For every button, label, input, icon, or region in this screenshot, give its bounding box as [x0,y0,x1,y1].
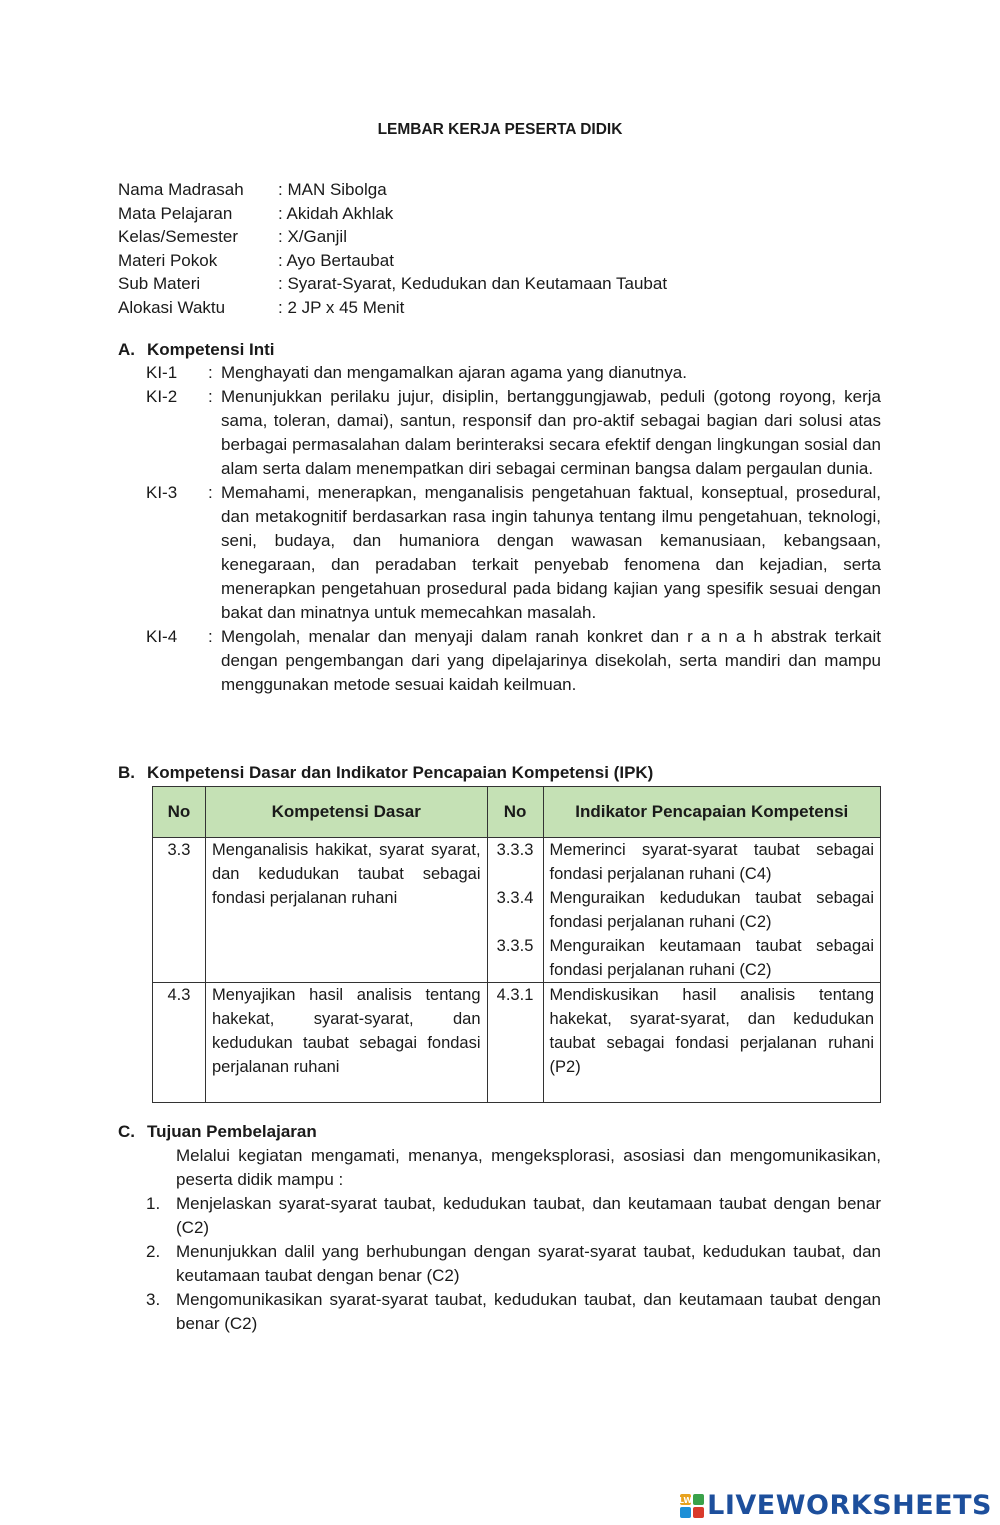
info-value: : Akidah Akhlak [278,203,394,223]
ki-code: KI-4 [146,627,178,646]
info-value: : Syarat-Syarat, Kedudukan dan Keutamaan Taubat [278,274,668,294]
kd-number: 4.3 [153,983,206,1103]
ki-code: KI-2 [146,387,178,406]
ki-text: Memahami, menerapkan, menganalisis pengetahuan faktual, konseptual, prosedural, dan metakognitif berdasarkan rasa ingin tahunya tentang ilmu pengetahuan, teknologi, seni, budaya, dan humaniora dengan wawasan kemanusiaan, kebangsaan, kenegaraan, dan peradaban terkait penyebab fenomena dan kejadian, serta menerapkan pengetahuan prosedural pada bidang kajian yang spesifik sesuai dengan bakat dan minatnya untuk memecahkan masalah. [221,483,881,622]
info-value: : MAN Sibolga [278,180,387,199]
list-item [146,1288,881,1336]
section-a-heading [118,338,275,362]
list-text: Menjelaskan syarat-syarat taubat, kedudukan taubat, dan keutamaan taubat dengan benar (C2) [176,1194,881,1237]
ki-colon: : [208,483,213,502]
ki-colon: : [208,627,213,646]
info-label: Materi Pokok [118,250,218,270]
info-value: : X/Ganjil [278,227,347,247]
info-row [118,178,667,202]
column-header: Indikator Pencapaian Kompetensi [543,787,880,838]
ipk-number: 3.3.3 [496,841,534,859]
list-item [146,1192,881,1240]
column-header: No [487,787,543,838]
ki-text: Menghayati dan mengamalkan ajaran agama yang dianutnya. [221,363,687,382]
ipk-description: Mendiskusikan hasil analisis tentang hakekat, syarat-syarat, dan kedudukan taubat sebagai fondasi perjalanan ruhani (P2) [543,983,880,1103]
liveworksheets-logo[interactable] [679,1490,992,1521]
section-title: Tujuan Pembelajaran [147,1122,317,1141]
ki-code: KI-1 [146,363,178,382]
ki-item [146,361,881,385]
section-c-heading [118,1120,317,1144]
ki-colon: : [208,387,213,406]
liveworksheets-logo-icon [679,1493,705,1519]
ipk-text-cell [543,838,880,983]
ki-text: Mengolah, menalar dan menyaji dalam ranah konkret dan r a n a h abstrak terkait dengan pengembangan dari yang dipelajarinya disekolah, serta mandiri dan mampu menggunakan metode sesuai kaidah keilmuan. [221,627,881,694]
ki-item [146,481,881,625]
list-item [146,1240,881,1288]
column-header: No [153,787,206,838]
kd-number: 3.3 [153,838,206,983]
document-title: LEMBAR KERJA PESERTA DIDIK [377,121,623,138]
kd-description: Menyajikan hasil analisis tentang hakekat, syarat-syarat, dan kedudukan taubat sebagai fondasi perjalanan ruhani [205,983,487,1103]
info-row [118,202,667,226]
info-label: Kelas/Semester [118,227,238,247]
ki-code: KI-3 [146,483,178,502]
info-label: Sub Materi [118,274,201,294]
list-number: 2. [146,1242,161,1261]
section-letter: B. [118,763,135,782]
ki-text: Menunjukkan perilaku jujur, disiplin, bertanggungjawab, peduli (gotong royong, kerja sama, toleran, damai), santun, responsif dan pro-aktif sebagai bagian dari solusi atas berbagai permasalahan dalam berinteraksi secara efektif dengan lingkungan sosial dan alam serta dalam menempatkan diri sebagai cerminan bangsa dalam pergaulan dunia. [221,387,881,478]
info-row [118,225,667,249]
column-header: Kompetensi Dasar [205,787,487,838]
kd-description: Menganalisis hakikat, syarat syarat, dan kedudukan taubat sebagai fondasi perjalanan ruhani [205,838,487,983]
list-number: 1. [146,1194,161,1213]
info-value: : Ayo Bertaubat [278,250,394,270]
section-letter: C. [118,1122,135,1141]
info-label: Mata Pelajaran [118,203,233,223]
kd-ipk-table [152,786,881,1103]
logo-mark-letter: LW [679,1496,693,1505]
kompetensi-inti-list [146,361,881,697]
section-title: Kompetensi Dasar dan Indikator Pencapaian Kompetensi (IPK) [147,763,654,782]
ipk-number: 4.3.1 [487,983,543,1103]
identity-block [118,178,667,320]
ki-item [146,385,881,481]
list-text: Menunjukkan dalil yang berhubungan dengan syarat-syarat taubat, kedudukan taubat, dan keutamaan taubat dengan benar (C2) [176,1242,881,1285]
tujuan-list [146,1192,881,1336]
ipk-number-cell [487,838,543,983]
ipk-description: Menguraikan kedudukan taubat sebagai fondasi perjalanan ruhani (C2) [549,889,874,931]
ki-colon: : [208,363,213,382]
info-row [118,272,667,296]
logo-text: LIVEWORKSHEETS [707,1490,992,1521]
section-title: Kompetensi Inti [147,340,275,359]
ipk-description: Menguraikan keutamaan taubat sebagai fondasi perjalanan ruhani (C2) [549,937,874,979]
list-text: Mengomunikasikan syarat-syarat taubat, kedudukan taubat, dan keutamaan taubat dengan benar (C2) [176,1290,881,1333]
info-label: Nama Madrasah [118,180,244,199]
tujuan-intro: Melalui kegiatan mengamati, menanya, mengeksplorasi, asosiasi dan mengomunikasikan, peserta didik mampu : [176,1146,881,1189]
ipk-description: Memerinci syarat-syarat taubat sebagai fondasi perjalanan ruhani (C4) [549,841,874,883]
ipk-number: 3.3.4 [496,889,534,907]
table-header-row [153,787,881,838]
info-value: : 2 JP x 45 Menit [278,297,405,317]
table-row [153,983,881,1103]
ki-item [146,625,881,697]
info-label: Alokasi Waktu [118,297,226,317]
table-row [153,838,881,983]
section-b-heading [118,761,653,785]
list-number: 3. [146,1290,161,1309]
info-row [118,296,667,320]
info-row [118,249,667,273]
section-letter: A. [118,340,135,359]
ipk-number: 3.3.5 [496,937,534,955]
